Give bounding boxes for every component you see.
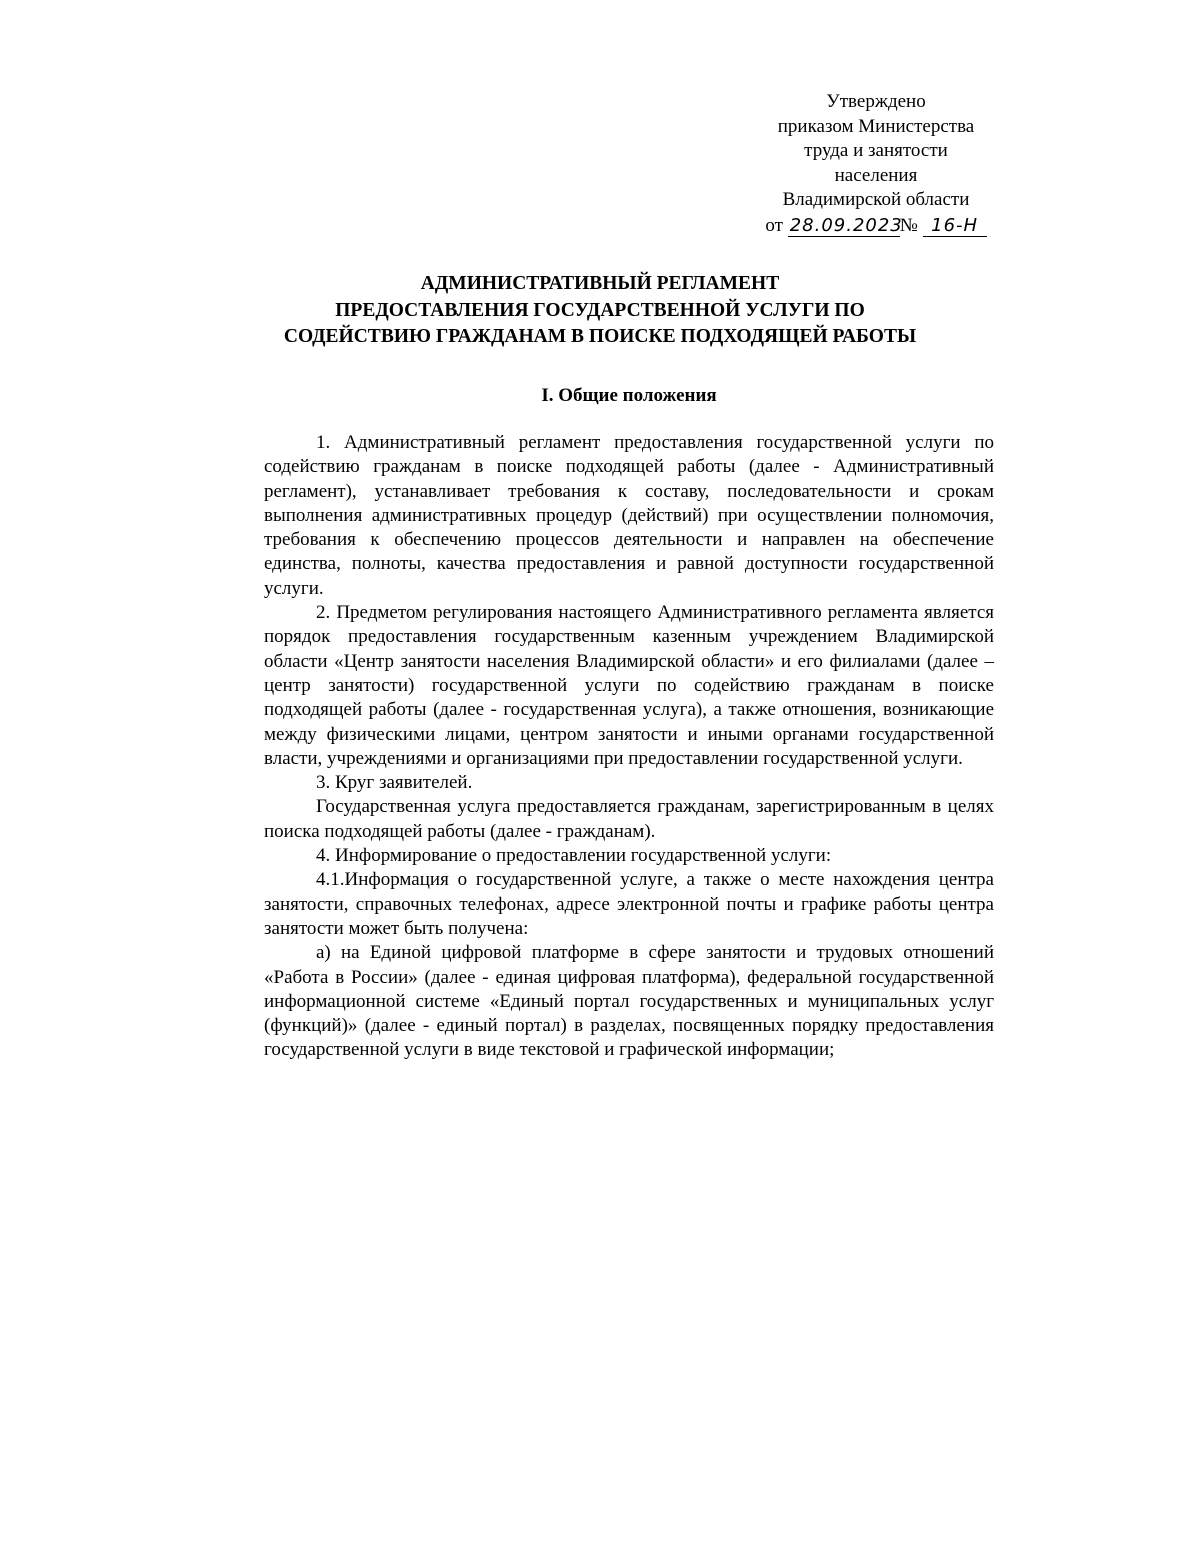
paragraph: а) на Единой цифровой платформе в сфере занятости и трудовых отношений «Работа в России» (далее - единая цифровая платформа), федеральной государственной информационной системе «Единый портал государственных и муниципальных услуг (функций)» (далее - единый портал) в разделах, посвященных порядку предоставления государственной услуги в виде текстовой и графической информации; xyxy=(264,942,994,1061)
paragraph: Государственная услуга предоставляется гражданам, зарегистрированным в целях поиска подходящей работы (далее - гражданам). xyxy=(264,796,994,842)
paragraph: 2. Предметом регулирования настоящего Административного регламента является порядок предоставления государственным казенным учреждением Владимирской области «Центр занятости населения Владимирской области» и его филиалами (далее – центр занятости) государственной услуги по содействию гражданам в поиске подходящей работы (далее - государственная услуга), а также отношения, возникающие между физическими лицами, центром занятости и иными органами государственной власти, учреждениями и организациями при предоставлении государственной услуги. xyxy=(264,602,994,769)
paragraph: 3. Круг заявителей. xyxy=(316,772,473,794)
handwritten-number: 16-Н xyxy=(923,216,987,237)
title-line: СОДЕЙСТВИЮ ГРАЖДАНАМ В ПОИСКЕ ПОДХОДЯЩЕЙ РАБОТЫ xyxy=(283,326,917,347)
document-body xyxy=(264,431,994,1063)
title-line: ПРЕДОСТАВЛЕНИЯ ГОСУДАРСТВЕННОЙ УСЛУГИ ПО xyxy=(335,299,865,321)
approval-line: труда и занятости xyxy=(804,140,948,161)
handwritten-date: 28.09.2023 xyxy=(789,214,903,236)
paragraph: 4.1.Информация о государственной услуге, а также о месте нахождения центра занятости, справочных телефонах, адресе электронной почты и графике работы центра занятости может быть получена: xyxy=(264,869,994,939)
approval-line: приказом Министерства xyxy=(777,115,975,137)
approval-line: Владимирской области xyxy=(782,189,970,210)
paragraph: 4. Информирование о предоставлении государственной услуги: xyxy=(316,845,832,867)
title-line: АДМИНИСТРАТИВНЫЙ РЕГЛАМЕНТ xyxy=(420,273,780,294)
approval-line: Утверждено xyxy=(826,91,926,112)
approval-block xyxy=(740,90,1012,238)
approval-line: населения xyxy=(834,164,918,186)
date-prefix: от xyxy=(765,214,783,236)
number-prefix: № xyxy=(899,214,918,236)
document-title xyxy=(200,271,1000,351)
approval-date-line xyxy=(740,214,1012,239)
paragraph: 1. Административный регламент предоставления государственной услуги по содействию гражданам в поиске подходящей работы (далее - Административный регламент), устанавливает требования к составу, последовательности и срокам выполнения административных процедур (действий) при осуществлении полномочия, требования к обеспечению процессов деятельности и направлен на обеспечение единства, полноты, качества предоставления и равной доступности государственной услуги. xyxy=(264,432,994,599)
section-heading: I. Общие положения xyxy=(541,385,717,406)
